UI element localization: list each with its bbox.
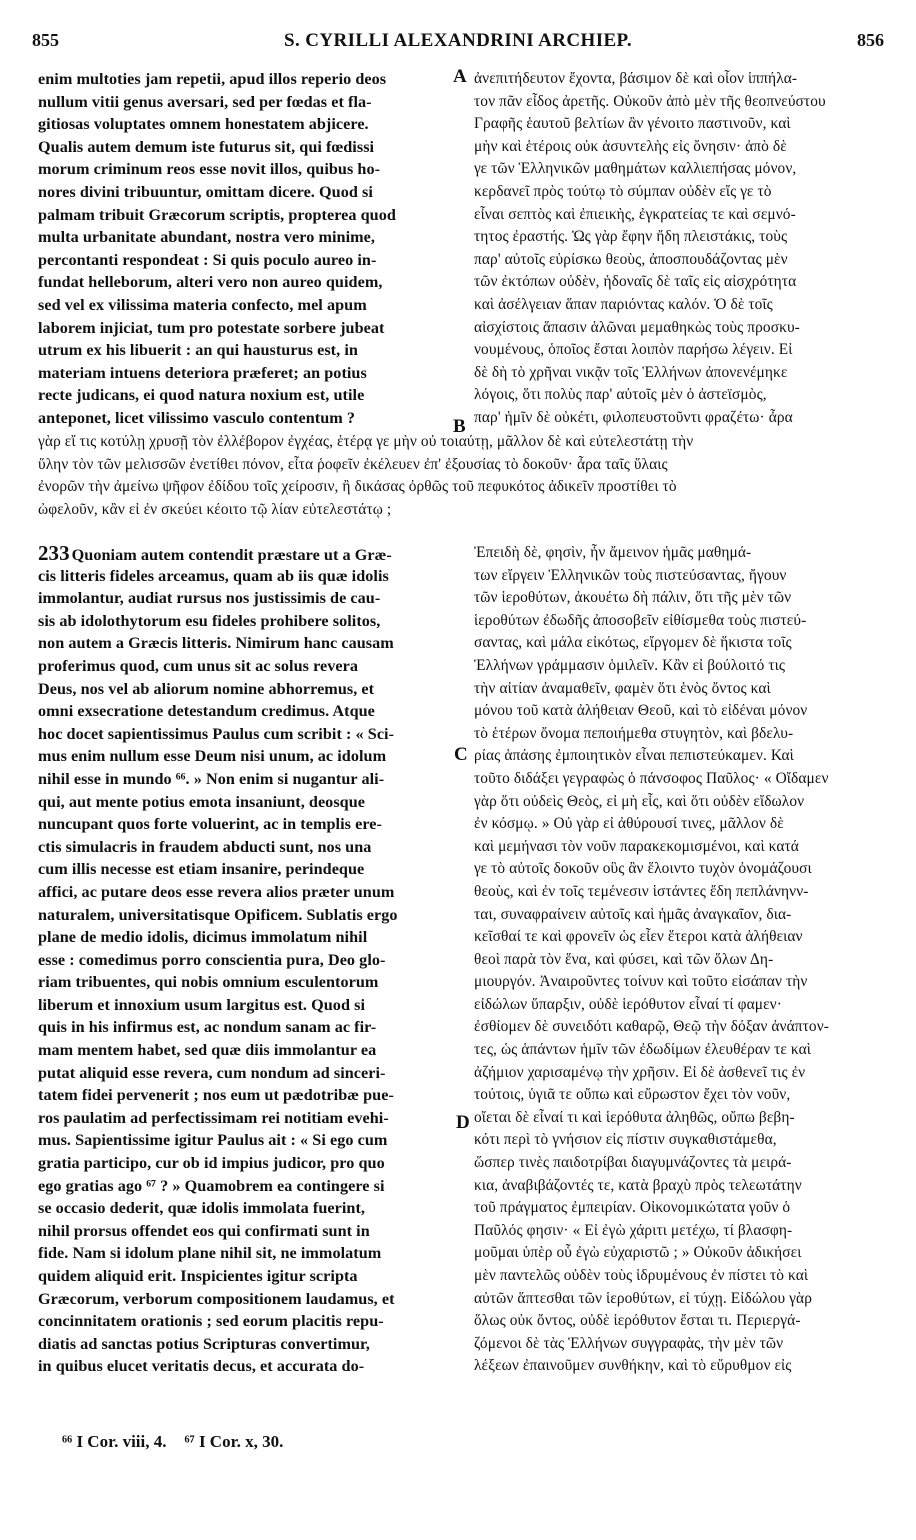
page-title: S. CYRILLI ALEXANDRINI ARCHIEP. [284, 30, 632, 51]
text-line: nuncupant quos forte voluerint, ac in templis ere- [38, 815, 382, 834]
greek-full-width-block [38, 431, 886, 521]
text-line: ται, συναφραίνειν αὐτοῖς καὶ ἡμᾶς ἀναγκαῖον, δια- [474, 905, 792, 923]
text-line: nihil esse in mundo ⁶⁶. » Non enim si nugantur ali- [38, 769, 385, 788]
text-line: αὐτῶν ἅπτεσθαι τῶν ἱεροθύτων, εἰ τύχῃ. Εἰδώλου γὰρ [474, 1289, 812, 1307]
page-number-left: 855 [32, 30, 59, 50]
text-line: μιουργόν. Ἀναιροῦντες τοίνυν καὶ τοῦτο εἰσάπαν τὴν [474, 973, 808, 991]
page-number-right: 856 [857, 30, 884, 50]
text-line: ἱεροθύτων ἐδωδῆς ἀποσοβεῖν εἰθίσμεθα τοὺς πιστεύ- [474, 611, 807, 629]
text-line: γὰρ εἴ τις κοτύλῃ χρυσῇ τὸν ἐλλέβορον ἐγχέας, ἑτέρᾳ γε μὴν οὐ τοιαύτῃ, μᾶλλον δὲ καὶ εὐτελεστάτῃ τὴν [38, 433, 694, 450]
text-line: proferimus quod, cum unus sit ac solus revera [38, 656, 359, 675]
text-line: esse : comedimus porro conscientia pura, Deo glo- [38, 950, 386, 969]
text-line: Ἑλλήνων γράμμασιν ὁμιλεῖν. Κἂν εἰ βούλοιτό τις [474, 656, 786, 674]
text-line: concinnitatem orationis ; sed eorum placitis repu- [38, 1312, 384, 1331]
text-line: omni exsecratione detestandum credimus. Atque [38, 702, 375, 721]
text-line: qui, aut mente potius emota insaniunt, deosque [38, 792, 366, 811]
text-line: Γραφῆς ἑαυτοῦ βελτίων ἂν γένοιτο παστινοῦν, καὶ [474, 115, 791, 133]
text-line: καὶ ἀσέλγειαν ἅπαν παριόντας καλόν. Ὁ δὲ τοῖς [474, 295, 773, 313]
text-line: ἐν κόσμῳ. » Οὐ γὰρ εἰ ἀθύρουσί τινες, μᾶλλον δὲ [474, 815, 784, 833]
text-line: tatem fidei pervenerit ; nos eum ut pædotribæ pue- [38, 1086, 394, 1105]
text-line: materiam intuens deteriora præferet; an potius [38, 363, 367, 382]
text-line: immolantur, audiat rursus nos justissimis de cau- [38, 589, 381, 608]
text-line: Deus, nos vel ab aliorum nomine abhorremus, et [38, 679, 375, 698]
greek-column-top [474, 68, 886, 430]
text-line: sis ab idolothytorum esu fideles prohibere solitos, [38, 611, 381, 630]
text-line: κότι περὶ τὸ γνήσιον εἰς πίστιν συγκαθιστάμεθα, [474, 1131, 777, 1149]
text-line: τοῦ πράγματος ἐμπειρίαν. Οἰκονομικώτατα γοῦν ὁ [474, 1199, 791, 1217]
text-line: cum illis necesse est etiam insanire, perindeque [38, 860, 365, 879]
text-line: γε τῶν Ἑλληνικῶν μαθημάτων καλλιεπήσας μόνον, [474, 160, 797, 178]
footnote-66: ⁶⁶ I Cor. viii, 4. [62, 1432, 167, 1451]
margin-letter-c: C [454, 744, 468, 765]
text-line: ὥσπερ τινὲς παιδοτρίβαι διαγυμνάζοντες τὰ μειρά- [474, 1154, 792, 1172]
text-line: μοῦμαι ὑπὲρ οὗ ἐγὼ εὐχαριστῶ ; » Οὐκοῦν ἀδικήσει [474, 1244, 802, 1262]
text-line: hoc docet sapientissimus Paulus cum scribit : « Sci- [38, 724, 395, 743]
text-line: enim multoties jam repetii, apud illos reperio deos [38, 70, 387, 88]
text-line: recte judicans, ei quod natura noxium est, utile [38, 386, 365, 405]
text-line: non autem a Græcis litteris. Nimirum hanc causam [38, 634, 394, 653]
text-line: εἰδώλων ὕπαρξιν, οὐδὲ ἱερόθυτον εἶναί τί φαμεν· [474, 995, 782, 1013]
text-line: μὴν καὶ ἑτέροις οὐκ ἀσυντελὴς εἰς ὄνησιν· ἀπὸ δὲ [474, 137, 787, 155]
text-line: se occasio dederit, quæ idolis immolata fuerint, [38, 1199, 366, 1218]
latin-column-bottom [38, 542, 462, 1378]
text-line: τοῦτο διδάξει γεγραφὼς ὁ πάνσοφος Παῦλος· « Οἴδαμεν [474, 769, 829, 787]
text-line: mus enim nullum esse Deum nisi unum, ac idolum [38, 747, 387, 766]
text-line: ἐνορῶν τὴν ἀμείνω ψῆφον ἐδίδου τοῖς χείροσιν, ἢ δικάσας ὀρθῶς τοῦ πεφυκότος ἀδικεῖν προστίθει τὸ [38, 478, 677, 496]
text-line: μὲν παντελῶς οὐδὲν τοὺς ἱδρυμένους ἐν πίστει τὸ καὶ [474, 1267, 809, 1284]
text-line: ὅλως οὐκ ὄντος, οὐδὲ ἱερόθυτον ἔσται τι. Περιεργά- [474, 1312, 801, 1330]
text-line: Qualis autem demum iste futurus sit, qui fœdissi [38, 137, 375, 156]
text-line: ros paulatim ad perfectissimam rei notitiam evehi- [38, 1108, 389, 1127]
text-line: fundat helleborum, alteri vero non aureo quidem, [38, 273, 383, 292]
text-line: multa urbanitate abundant, nostra vero minime, [38, 228, 376, 247]
text-line: νουμένους, ὁποῖος ἔσται λοιπὸν παρήσω λέγειν. Εἰ [474, 341, 793, 359]
text-line: fide. Nam si idolum plane nihil sit, ne immolatum [38, 1244, 382, 1263]
text-line: anteponet, licet vilissimo vasculo contentum ? [38, 408, 356, 427]
text-line: κεῖσθαί τε καὶ φρονεῖν ὡς εἶεν ἕτεροι κατὰ ἀλήθειαν [474, 928, 803, 946]
text-line: affici, ac putare deos esse revera alios præter unum [38, 882, 395, 901]
text-line: τούτοις, ὑγιᾶ τε οὔπω καὶ εὔρωστον ἔχει τὸν νοῦν, [474, 1086, 791, 1104]
text-line: θεοὶ παρὰ τὸν ἕνα, καὶ φύσει, καὶ τῶν ὅλων Δη- [474, 950, 774, 968]
text-line: Παῦλός φησιν· « Εἰ ἐγὼ χάριτι μετέχω, τί βλασφη- [474, 1221, 793, 1239]
section-number: 233 [38, 542, 70, 565]
text-line: mam mentem habet, sed quæ diis immolantur ea [38, 1041, 377, 1060]
text-line: gratia participo, cur ob id impius judicor, pro quo [38, 1154, 385, 1173]
text-line: sed vel ex vilissima materia confecto, mel apum [38, 295, 367, 314]
text-line: Ἐπειδὴ δὲ, φησὶν, ἦν ἄμεινον ἡμᾶς μαθημά- [474, 544, 752, 561]
text-line: κερδανεῖ πρὸς τούτῳ τὸ σύμπαν οὐδὲν εἴς γε τὸ [474, 182, 772, 200]
text-line: ζόμενοι δὲ τὰς Ἑλλήνων συγγραφὰς, τὴν μὲν τῶν [474, 1334, 784, 1352]
text-line: μόνου τοῦ κατὰ ἀλήθειαν Θεοῦ, καὶ τὸ εἰδέναι μόνον [474, 702, 808, 720]
text-line: τῶν ἱεροθύτων, ἀκουέτω δὴ πάλιν, ὅτι τῆς μὲν τῶν [474, 589, 792, 607]
footnote-67: ⁶⁷ I Cor. x, 30. [184, 1432, 284, 1451]
running-header [32, 30, 884, 60]
text-line: τητος ἐραστής. Ὡς γὰρ ἔφην ἤδη πλειστάκις, τοὺς [474, 228, 788, 246]
text-line: laborem injiciat, tum pro potestate sorbere jubeat [38, 318, 385, 337]
text-line: mus. Sapientissime igitur Paulus ait : « Si ego cum [38, 1131, 388, 1150]
text-line: liberum et innoxium usum largitus est. Quod si [38, 995, 365, 1014]
text-line: Græcorum, verborum compositionem laudamus, et [38, 1289, 395, 1308]
text-line: nihil prorsus offendet eos qui confirmati sunt in [38, 1221, 370, 1240]
text-line: naturalem, universitatisque Opificem. Sublatis ergo [38, 905, 398, 924]
text-line: percontanti respondeat : Si quis poculo aureo in- [38, 250, 377, 269]
text-line: quis in his infirmus est, ac nondum sanam ac fir- [38, 1018, 377, 1037]
text-line-content: Quoniam autem contendit præstare ut a Græ- [71, 546, 392, 564]
text-line: morum criminum reos esse novit illos, quibus ho- [38, 160, 381, 179]
text-line: δὲ δὴ τὸ χρῆναι νικᾷν τοῖς Ἑλλήνων ἀπονενέμηκε [474, 363, 788, 381]
text-line: οἴεται δὲ εἶναί τι καὶ ἱερόθυτα ἀληθῶς, οὔπω βεβη- [474, 1108, 795, 1126]
text-line: ὠφελοῦν, κἂν εἰ ἐν σκεύει κέοιτο τῷ λίαν εὐτελεστάτῳ ; [38, 500, 392, 518]
text-line: κια, ἀναβιβάζοντές τε, κατὰ βραχὺ πρὸς τελεωτάτην [474, 1176, 802, 1194]
text-line: αἰσχίστοις ἅπασιν ἁλῶναι μεμαθηκὼς τοὺς προσκυ- [474, 318, 800, 336]
text-line: ἀνεπιτήδευτον ἔχοντα, βάσιμον δὲ καὶ οἷον ἱππήλα- [474, 70, 798, 87]
text-line: σαντας, καὶ μάλα εἰκότως, εἴργομεν δὲ ἥκιστα τοῖς [474, 634, 792, 652]
text-line: τὴν αἰτίαν ἀναμαθεῖν, φαμὲν ὅτι ἑνὸς ὄντος καὶ [474, 679, 771, 697]
text-line: quidem aliquid erit. Inspicientes igitur scripta [38, 1267, 358, 1285]
text-line: τες, ὡς ἁπάντων ἡμῖν τῶν ἐδωδίμων ἐλευθέραν τε καὶ [474, 1041, 811, 1059]
text-line: γὰρ ὅτι οὐδεὶς Θεὸς, εἰ μὴ εἷς, καὶ ὅτι οὐδὲν εἴδωλον [474, 792, 805, 810]
text-line: putat aliquid esse revera, cum nondum ad sinceri- [38, 1063, 386, 1082]
greek-column-bottom [474, 542, 886, 1378]
text-line: riam tribuentes, qui nobis omnium esculentorum [38, 973, 379, 992]
text-line: ctis simulacris in fraudem abducti sunt, nos una [38, 837, 372, 856]
footnotes [62, 1432, 283, 1452]
text-line: in quibus elucet veritatis decus, et accurata do- [38, 1357, 365, 1376]
text-line: παρ' αὐτοῖς εὑρίσκω θεοὺς, ἀποσπουδάζοντας μὲν [474, 250, 788, 268]
margin-letter-a: A [453, 66, 467, 87]
text-line: ὕλην τὸν τῶν μελισσῶν ἐνετίθει πόνον, εἶτα ῥοφεῖν ἐκέλευεν ἐπ' ἐξουσίας τὸ δοκοῦν· ἆρα ταῖς ὕλαις [38, 455, 668, 473]
text-line: καὶ μεμήνασι τὸν νοῦν παρακεκομισμένοι, καὶ κατά [474, 837, 799, 855]
text-line: των εἴργειν Ἑλληνικῶν τοὺς πιστεύσαντας, ἤγουν [474, 566, 787, 584]
text-line: plane de medio idolis, dicimus immolatum nihil [38, 928, 368, 947]
text-line: utrum ex his libuerit : an qui hausturus est, in [38, 341, 358, 360]
text-line: gitiosas voluptates omnem honestatem abjicere. [38, 115, 369, 134]
margin-letter-b: B [453, 416, 466, 437]
text-line: τον πᾶν εἶδος ἀρετῆς. Οὐκοῦν ἀπὸ μὲν τῆς θεοπνεύστου [474, 92, 826, 110]
text-line: diatis ad sanctas potius Scripturas convertimur, [38, 1334, 370, 1353]
text-line: τῶν ἐκτόπων οὐδὲν, ἡδοναῖς δὲ ταῖς εἰς αἰσχρότητα [474, 273, 797, 291]
text-line: εἶναι σεπτὸς καὶ ἐπιεικὴς, ἐγκρατείας τε καὶ σεμνό- [474, 205, 796, 223]
text-line: palmam tribuit Græcorum scriptis, propterea quod [38, 205, 396, 224]
text-line: ἐσθίομεν δὲ συνειδότι καθαρῷ, Θεῷ τὴν δόξαν ἀνάπτον- [474, 1018, 829, 1036]
text-line: λόγοις, ὅτι πολὺς παρ' αὐτοῖς μὲν ὁ ἀστεϊσμὸς, [474, 386, 767, 404]
text-line: nullum vitii genus aversari, sed per fœdas et fla- [38, 92, 372, 111]
text-line: ego gratias ago ⁶⁷ ? » Quamobrem ea contingere si [38, 1176, 385, 1195]
text-line: cis litteris fideles arceamus, quam ab iis quæ idolis [38, 566, 389, 585]
text-line: παρ' ἡμῖν δὲ οὐκέτι, φιλοπευστοῦντι φραζέτω· ἆρα [474, 408, 793, 426]
text-line: τὸ ἑτέρων ὄνομα πεποιήμεθα στυγητὸν, καὶ βδελυ- [474, 724, 794, 742]
text-line: λέξεων ἐπαινοῦμεν συνθήκην, καὶ τὸ εὔρυθμον εἰς [474, 1357, 792, 1375]
text-line: ἀζήμιον χαρισαμένῳ τὴν χρῆσιν. Εἰ δὲ ἀσθενεῖ τις ἐν [474, 1063, 806, 1081]
margin-letter-d: D [456, 1112, 470, 1133]
text-line: nores divini tribuuntur, omittam dicere. Quod si [38, 182, 373, 201]
text-line [38, 542, 462, 565]
text-line: γε τὸ αὐτοῖς δοκοῦν οὓς ἂν ἕλοιντο τυχὸν ὀνομάζουσι [474, 860, 812, 878]
text-line: ρίας ἁπάσης ἐμποιητικὸν εἶναι πεπιστεύκαμεν. Καὶ [474, 747, 794, 765]
latin-column-top [38, 68, 462, 430]
text-line: θεοὺς, καὶ ἐν τοῖς τεμένεσιν ἱστάντες ἔδη πεπλάνηνν- [474, 882, 809, 900]
